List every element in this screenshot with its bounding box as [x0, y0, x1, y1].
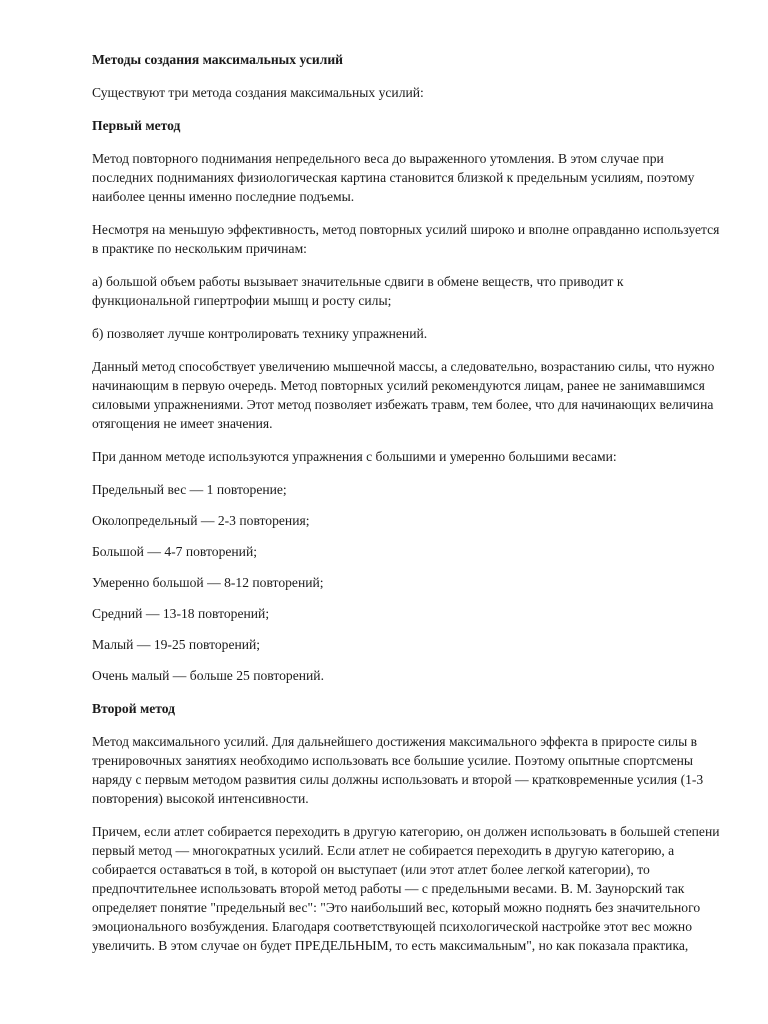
document-page: [92, 50, 722, 969]
paragraph: При данном методе используются упражнения с большими и умеренно большими весами:: [92, 449, 617, 464]
document-title: Методы создания максимальных усилий: [92, 52, 344, 67]
weight-list-item: Большой — 4-7 повторений;: [92, 544, 257, 559]
weight-list-item: Средний — 13-18 повторений;: [92, 606, 270, 621]
paragraph: Метод максимального усилий. Для дальнейшего достижения максимального эффекта в приросте силы в тренировочных занятиях необходимо использовать все большие усилие. Поэтому опытные спортсмены наряду с первым методом развития силы должны использовать и второй — кратковременные усилия (1-3 повторения) высокой интенсивности.: [92, 734, 704, 806]
paragraph: Несмотря на меньшую эффективность, метод повторных усилий широко и вполне оправданно используется в практике по нескольким причинам:: [92, 222, 720, 256]
weight-list-item: Малый — 19-25 повторений;: [92, 637, 261, 652]
paragraph-list-item-a: а) большой объем работы вызывает значительные сдвиги в обмене веществ, что приводит к функциональной гипертрофии мышц и росту силы;: [92, 274, 624, 308]
paragraph: Данный метод способствует увеличению мышечной массы, а следовательно, возрастанию силы, что нужно начинающим в первую очередь. Метод повторных усилий рекомендуются лицам, ранее не занимавшимся силовыми упражнениями. Этот метод позволяет избежать травм, тем более, что для начинающих величина отягощения не имеет значения.: [92, 359, 715, 431]
intro-paragraph: Существуют три метода создания максимальных усилий:: [92, 85, 424, 100]
weight-list-item: Предельный вес — 1 повторение;: [92, 482, 287, 497]
weight-list-item: Околопредельный — 2-3 повторения;: [92, 513, 310, 528]
paragraph: Метод повторного поднимания непредельного веса до выраженного утомления. В этом случае при последних подниманиях физиологическая картина становится близкой к предельным усилиям, поэтому наиболее ценны именно последние подъемы.: [92, 151, 695, 204]
weight-list-item: Очень малый — больше 25 повторений.: [92, 668, 324, 683]
paragraph: Причем, если атлет собирается переходить в другую категорию, он должен использовать в большей степени первый метод — многократных усилий. Если атлет не собирается переходить в другую категорию, а собирается оставаться в той, в которой он выступает (или этот атлет более легкой категории), то предпочтительнее использовать второй метод работы — с предельными весами. В. М. Заунорский так определяет понятие "предельный вес": "Это наибольший вес, который можно поднять без значительного эмоционального возбуждения. Благодаря соответствующей психологической настройке этот вес можно увеличить. В этом случае он будет ПРЕДЕЛЬНЫМ, то есть максимальным", но как показала практика,: [92, 824, 720, 953]
weight-list-item: Умеренно большой — 8-12 повторений;: [92, 575, 324, 590]
section-heading-first-method: Первый метод: [92, 118, 181, 133]
section-heading-second-method: Второй метод: [92, 701, 176, 716]
paragraph-list-item-b: б) позволяет лучше контролировать технику упражнений.: [92, 326, 428, 341]
